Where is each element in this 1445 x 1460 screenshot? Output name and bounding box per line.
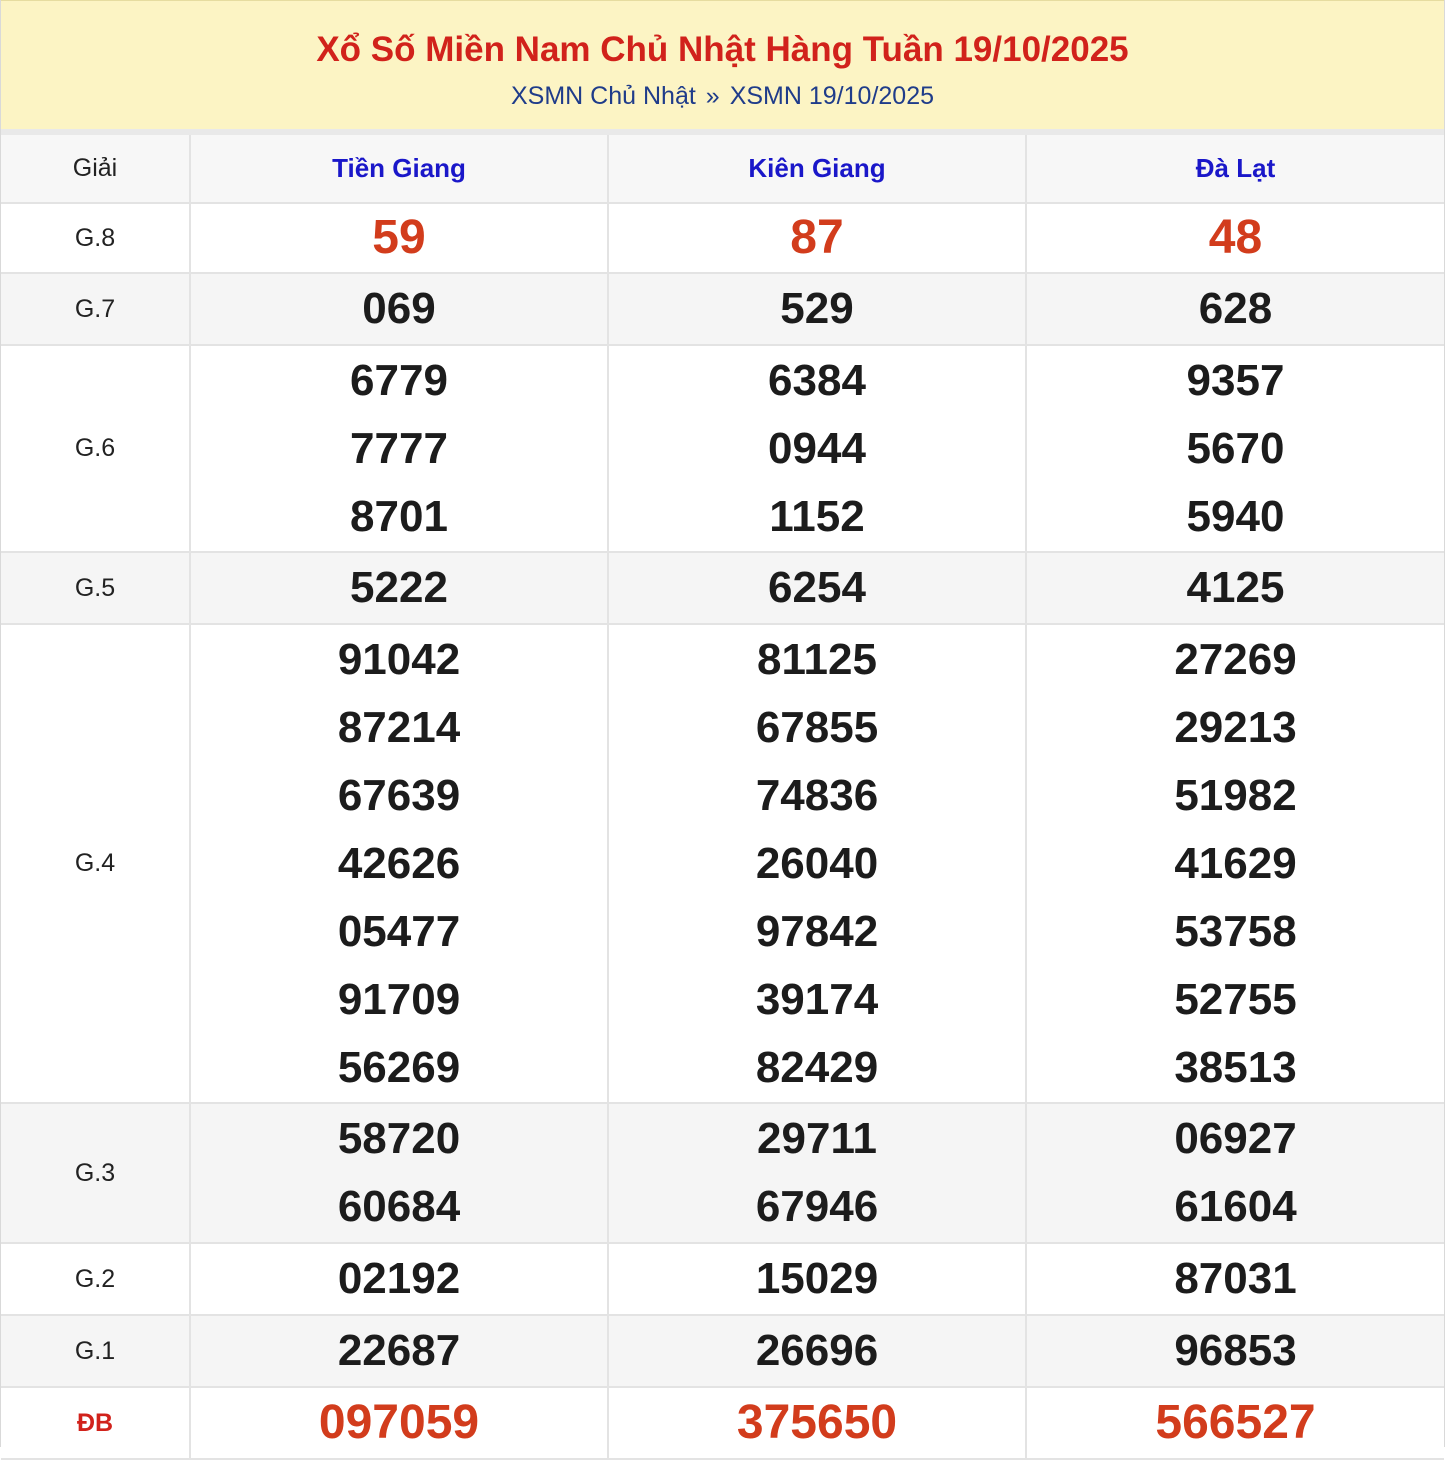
prize-cell: [1026, 1103, 1444, 1243]
breadcrumb-separator: »: [705, 82, 720, 110]
table-row: [1, 1243, 1444, 1315]
prize-label: G.1: [1, 1315, 190, 1387]
prize-number: 05477: [337, 906, 461, 956]
prize-number: 29213: [1174, 702, 1297, 752]
prize-number: 0944: [768, 423, 866, 473]
prize-number: 6254: [768, 563, 866, 612]
prize-cell: [608, 624, 1026, 1103]
prize-cell: [608, 345, 1026, 552]
results-table: [1, 135, 1444, 1460]
prize-cell: [190, 203, 608, 273]
prize-number: 1152: [769, 491, 865, 541]
prize-label: G.3: [1, 1103, 190, 1243]
prize-number: 58720: [337, 1114, 461, 1163]
table-row: [1, 624, 1444, 1103]
prize-number: 06927: [1174, 1114, 1297, 1163]
prize-number: 96853: [1174, 1326, 1297, 1375]
prize-rows: [1, 203, 1444, 1459]
prize-number: 48: [1208, 211, 1263, 264]
prize-number: 6779: [350, 355, 448, 405]
table-row: [1, 345, 1444, 552]
table-header-row: [1, 135, 1444, 203]
prize-number: 60684: [337, 1182, 461, 1231]
prize-number: 97842: [755, 906, 879, 956]
prize-number: 51982: [1174, 770, 1297, 820]
prize-label: G.7: [1, 273, 190, 345]
prize-number: 5670: [1186, 423, 1285, 473]
prize-number: 26696: [755, 1326, 879, 1375]
prize-cell: [1026, 1387, 1444, 1459]
prize-cell: [608, 1315, 1026, 1387]
table-row: [1, 1103, 1444, 1243]
prize-cell: [190, 273, 608, 345]
prize-number: 5222: [350, 563, 448, 612]
prize-cell: [1026, 1315, 1444, 1387]
table-row: [1, 552, 1444, 624]
prize-cell: [608, 1387, 1026, 1459]
prize-number: 41629: [1174, 838, 1297, 888]
table-row: [1, 1387, 1444, 1459]
prize-number: 87214: [337, 702, 461, 752]
prize-number: 9357: [1186, 355, 1285, 405]
prize-number: 87: [790, 211, 844, 264]
prize-cell: [190, 1243, 608, 1315]
table-row: [1, 1315, 1444, 1387]
prize-number: 02192: [337, 1254, 461, 1303]
prize-number: 91709: [337, 974, 461, 1024]
prize-number: 82429: [755, 1042, 879, 1092]
prize-number: 4125: [1186, 563, 1285, 612]
prize-number: 53758: [1174, 906, 1297, 956]
prize-number: 8701: [350, 491, 448, 541]
prize-cell: [1026, 1243, 1444, 1315]
prize-number: 59: [372, 211, 426, 264]
prize-number: 15029: [755, 1254, 879, 1303]
prize-number: 81125: [757, 634, 877, 684]
prize-number: 56269: [337, 1042, 461, 1092]
prize-number: 069: [362, 284, 436, 333]
breadcrumb-link-weekday[interactable]: XSMN Chủ Nhật: [511, 82, 696, 110]
prize-number: 67946: [755, 1182, 879, 1231]
province-link-da-lat[interactable]: Đà Lạt: [1195, 153, 1276, 183]
prize-cell: [608, 1103, 1026, 1243]
prize-cell: [1026, 624, 1444, 1103]
prize-cell: [1026, 273, 1444, 345]
prize-number: 7777: [350, 423, 448, 473]
table-row: [1, 203, 1444, 273]
prize-cell: [1026, 552, 1444, 624]
prize-label: ĐB: [1, 1387, 190, 1459]
prize-number: 26040: [755, 838, 879, 888]
prize-label: G.2: [1, 1243, 190, 1315]
prize-number: 42626: [337, 838, 461, 888]
prize-number: 39174: [755, 974, 879, 1024]
prize-label: G.8: [1, 203, 190, 273]
special-prize-number: 097059: [318, 1396, 480, 1449]
prize-cell: [608, 273, 1026, 345]
prize-number: 27269: [1174, 634, 1297, 684]
prize-label: G.5: [1, 552, 190, 624]
prize-number: 38513: [1174, 1042, 1297, 1092]
prize-label: G.4: [1, 624, 190, 1103]
prize-cell: [190, 1103, 608, 1243]
province-header-2: [1026, 135, 1444, 203]
prize-column-header: Giải: [1, 135, 190, 203]
prize-cell: [190, 1387, 608, 1459]
prize-number: 91042: [337, 634, 461, 684]
prize-cell: [1026, 345, 1444, 552]
prize-number: 67639: [337, 770, 461, 820]
prize-number: 52755: [1174, 974, 1297, 1024]
prize-cell: [190, 345, 608, 552]
breadcrumb-link-date[interactable]: XSMN 19/10/2025: [729, 82, 934, 110]
province-link-tien-giang[interactable]: Tiền Giang: [332, 153, 466, 183]
prize-cell: [1026, 203, 1444, 273]
special-prize-number: 566527: [1155, 1396, 1316, 1449]
province-header-0: [190, 135, 608, 203]
prize-number: 529: [780, 284, 854, 333]
prize-number: 628: [1198, 284, 1273, 333]
prize-number: 61604: [1174, 1182, 1297, 1231]
prize-cell: [608, 552, 1026, 624]
prize-number: 22687: [337, 1326, 461, 1375]
prize-number: 74836: [755, 770, 879, 820]
results-header: [1, 0, 1444, 135]
province-link-kien-giang[interactable]: Kiên Giang: [748, 153, 886, 183]
prize-cell: [190, 1315, 608, 1387]
table-row: [1, 273, 1444, 345]
prize-cell: [190, 552, 608, 624]
prize-label: G.6: [1, 345, 190, 552]
province-header-1: [608, 135, 1026, 203]
breadcrumb: [1, 80, 1444, 112]
prize-cell: [190, 624, 608, 1103]
prize-cell: [608, 1243, 1026, 1315]
prize-number: 6384: [768, 355, 866, 405]
prize-number: 29711: [757, 1114, 877, 1163]
prize-number: 87031: [1174, 1254, 1297, 1303]
prize-number: 5940: [1186, 491, 1285, 541]
page-title: Xổ Số Miền Nam Chủ Nhật Hàng Tuần 19/10/2025: [316, 30, 1129, 69]
special-prize-number: 375650: [736, 1396, 898, 1449]
prize-number: 67855: [755, 702, 879, 752]
prize-cell: [608, 203, 1026, 273]
